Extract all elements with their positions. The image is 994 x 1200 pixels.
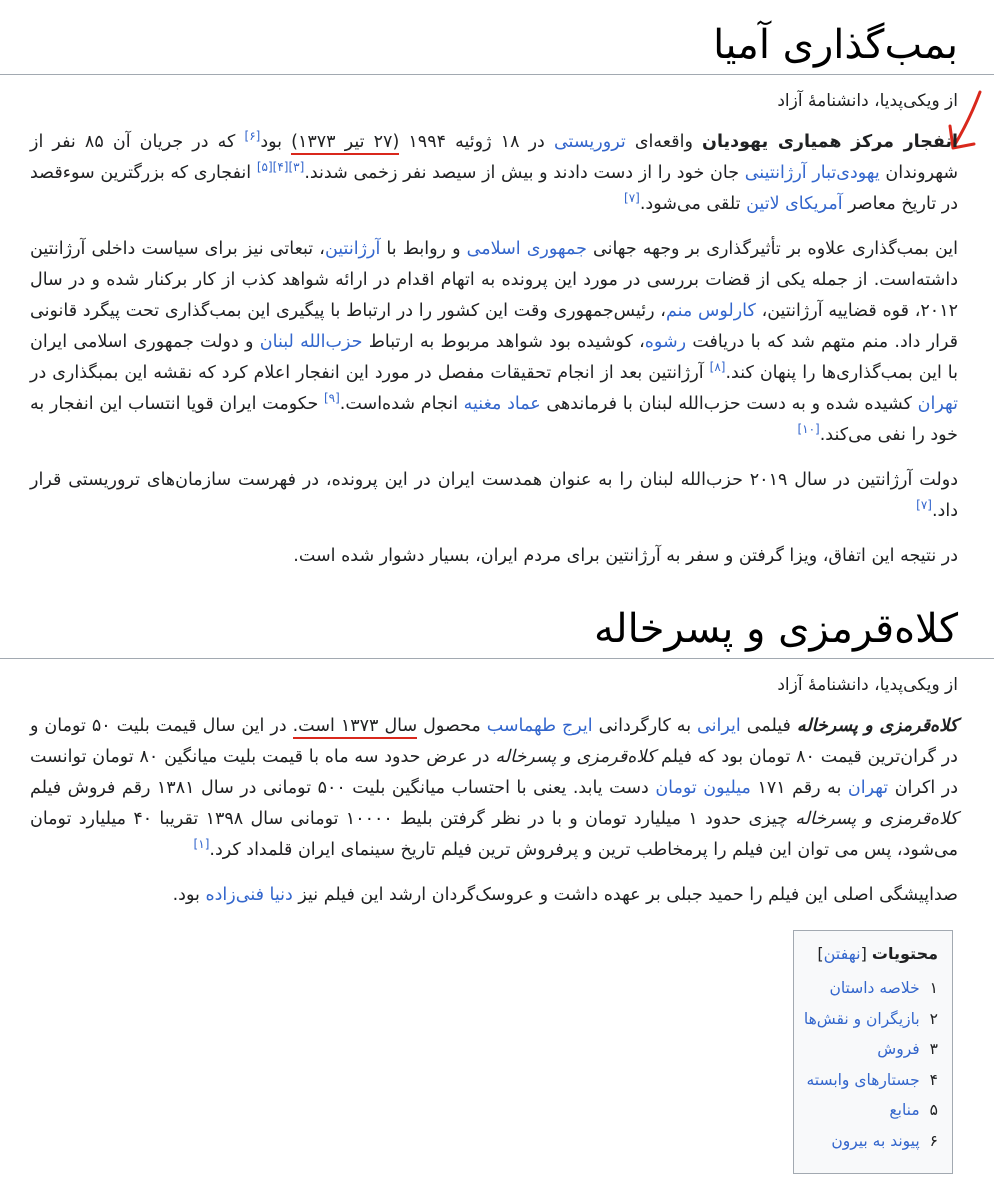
toc-item[interactable] [804,1004,938,1035]
text-run: فیلمی [740,716,797,736]
wiki-link[interactable]: عماد مغنیه [463,394,541,414]
toc-hide-link[interactable]: نهفتن [823,944,861,963]
italic-term: کلاه‌قرمزی و پسرخاله [795,809,958,829]
wiki-link[interactable]: تومان [655,778,697,798]
toc-item-number: ۳ [929,1040,938,1058]
text-run: بود [260,132,292,152]
red-underlined-text: (۲۷ تیر ۱۳۷۳) [291,132,399,155]
toc-title: محتویات [871,944,938,963]
toc-item[interactable] [804,1065,938,1096]
toc-header [804,941,938,967]
text-run: تلقی می‌شود. [639,194,747,214]
toc-item-link[interactable]: پیوند به بیرون [831,1131,920,1150]
article-amia-bombing [0,18,994,572]
article-header [0,18,994,75]
article-paragraph [30,711,958,866]
toc-bracket-open: [ [860,944,867,963]
text-run: چیزی حدود ۱ میلیارد تومان و با در نظر گرفتن بلیط ۱۰۰۰۰ تومانی سال ۱۳۹۸ تقریبا ۴۰ میلیارد تومان می‌شود، پس می توان این فیلم را پرمخاطب ترین و پرفروش ترین فیلم تاریخ سینمای ایران قلمداد کرد. [30,809,958,860]
toc-bracket-close: ] [817,944,824,963]
toc-item-number: ۱ [929,979,938,997]
citation-ref[interactable]: [۹] [323,391,340,406]
article-kolah-ghermezi [0,602,994,911]
toc-item-number: ۴ [929,1070,938,1089]
text-run: کشیده شده و به دست حزب‌الله لبنان با فرماندهی [540,394,918,414]
toc-item-number: ۶ [929,1131,938,1150]
article-paragraph [30,127,958,220]
wiki-link[interactable]: تروریستی [553,132,626,152]
citation-ref[interactable]: [۶] [244,129,261,144]
wiki-link[interactable]: میلیون [703,778,751,798]
toc-item-link[interactable]: منابع [889,1101,920,1119]
site-tagline: از ویکی‌پدیا، دانشنامهٔ آزاد [777,675,958,695]
text-run: و روابط با [380,239,467,259]
toc-item-link[interactable]: فروش [877,1040,920,1058]
text-run: ، کوشیده بود شواهد مربوط به ارتباط [362,332,645,352]
citation-ref[interactable]: [۷] [624,191,640,206]
text-run: واقعه‌ای [625,132,703,152]
toc-item[interactable] [804,1034,938,1065]
red-underlined-text: سال ۱۳۷۳ است. [293,716,418,739]
toc-item[interactable] [804,1126,938,1157]
wiki-link[interactable]: آرژانتین [324,239,381,259]
article-body [0,127,994,572]
toc-item[interactable] [804,973,938,1004]
article-paragraph [30,234,958,451]
citation-ref[interactable]: [۱۰] [797,422,820,437]
text-run: آرژانتین بعد از انجام تحقیقات مفصل در مورد این انفجار اعلام کرد که نقشه این بمبگذاری در [30,363,710,383]
text-run: به رقم ۱۷۱ [750,778,848,798]
text-run: انجام شده‌است. [339,394,464,414]
text-run: ، رئیس‌جمهوری وقت این کشور را در ارتباط با پیگیری این بمب‌گذاری تحت پیگرد قانونی قرار داد. منم متهم شد که با دریافت [30,301,958,352]
text-run: در عرض حدود سه ماه با قیمت بلیت میانگین ۸۰ تومان توانست در اکران [30,747,959,798]
wiki-link[interactable]: آرژانتینی [744,163,807,183]
toc-item[interactable] [804,1095,938,1126]
article-header [0,602,994,659]
text-run: جان خود را از دست دادند و بیش از سیصد نفر زخمی شدند. [304,163,745,183]
toc-item-number: ۵ [929,1101,938,1119]
toc-item-link[interactable]: خلاصه داستان [829,979,920,997]
text-run: در این سال قیمت بلیت ۵۰ تومان و در گران‌ترین قیمت ۸۰ تومان بود که فیلم [30,716,958,767]
text-run: ، تبعاتی نیز برای سیاست داخلی آرژانتین داشته‌است. از جمله یکی از قضات بررسی در مورد این پرونده به اتهام اقدام در ارائه شواهد کذب از کار برکنار شده و در سال ۲۰۱۲، قوه قضاییه آرژانتین، [30,239,958,321]
text-run: محصول [417,716,487,736]
toc-toggle[interactable] [817,944,866,963]
wiki-link[interactable]: ایرانی [697,716,741,736]
text-run: در ۱۸ ژوئیه ۱۹۹۴ [399,132,554,152]
italic-term: کلاه‌قرمزی و پسرخاله [495,747,656,767]
text-run: دست یابد. یعنی با احتساب میانگین بلیت ۵۰۰ تومانی در سال ۱۳۸۱ رقم فروش فیلم [30,778,656,798]
toc-item-link[interactable]: بازیگران و نقش‌ها [803,1009,920,1028]
article-paragraph [30,541,958,572]
wiki-link[interactable]: کارلوس منم [665,301,756,321]
article-paragraph [30,880,958,911]
table-of-contents [793,930,953,1174]
bold-term: انفجار مرکز همیاری یهودیان [702,132,959,152]
toc-list [804,973,938,1156]
page-title: بمب‌گذاری آمیا [713,22,958,68]
toc-item-link[interactable]: جستارهای وابسته [806,1070,920,1089]
citation-ref[interactable]: [۱] [193,837,210,852]
text-run: که در جریان آن ۸۵ نفر از شهروندان [30,132,958,183]
text-run: در نتیجه این اتفاق، ویزا گرفتن و سفر به آرژانتین برای مردم ایران، بسیار دشوار شده است. [293,546,958,566]
article-body [0,711,994,911]
text-run: دولت آرژانتین در سال ۲۰۱۹ حزب‌الله لبنان را به عنوان همدست ایران در این پرونده، در فهرست سازمان‌های تروریستی قرار داد. [30,470,958,521]
text-run: بود. [172,885,206,905]
citation-ref[interactable]: [۸] [709,360,726,375]
wiki-link[interactable]: آمریکای لاتین [746,194,843,214]
wiki-link[interactable]: ایرج طهماسب [486,716,593,736]
citation-ref[interactable]: [۳][۴][۵] [256,160,305,175]
page-title: کلاه‌قرمزی و پسرخاله [593,606,958,652]
text-run: حکومت ایران قویا انتساب این انفجار به خود را نفی می‌کند. [30,394,958,445]
citation-ref[interactable]: [۷] [916,498,932,513]
text-run: انفجاری که بزرگترین سوءقصد در تاریخ معاصر [30,163,958,214]
article-paragraph [30,465,958,527]
wiki-link[interactable]: حزب‌الله لبنان [259,332,363,352]
site-tagline: از ویکی‌پدیا، دانشنامهٔ آزاد [777,91,958,111]
text-run: این بمب‌گذاری علاوه بر تأثیرگذاری بر وجهه جهانی [586,239,959,259]
bold-italic-term: کلاه‌قرمزی و پسرخاله [796,716,959,736]
text-run: صداپیشگی اصلی این فیلم را حمید جبلی بر عهده داشت و عروسک‌گردان ارشد این فیلم نیز [292,885,958,905]
wiki-link[interactable]: تهران [847,778,889,798]
toc-item-number: ۲ [929,1009,938,1028]
wiki-link[interactable]: دنیا فنی‌زاده [205,885,293,905]
wiki-link[interactable]: جمهوری اسلامی [466,239,587,259]
wiki-link[interactable]: رشوه [644,332,687,352]
wiki-link[interactable]: یهودی‌تبار [812,163,880,183]
text-run: و دولت جمهوری اسلامی ایران با این بمب‌گذاری‌ها را پنهان کند. [30,332,958,383]
wiki-link[interactable]: تهران [917,394,958,414]
text-run: به کارگردانی [592,716,698,736]
